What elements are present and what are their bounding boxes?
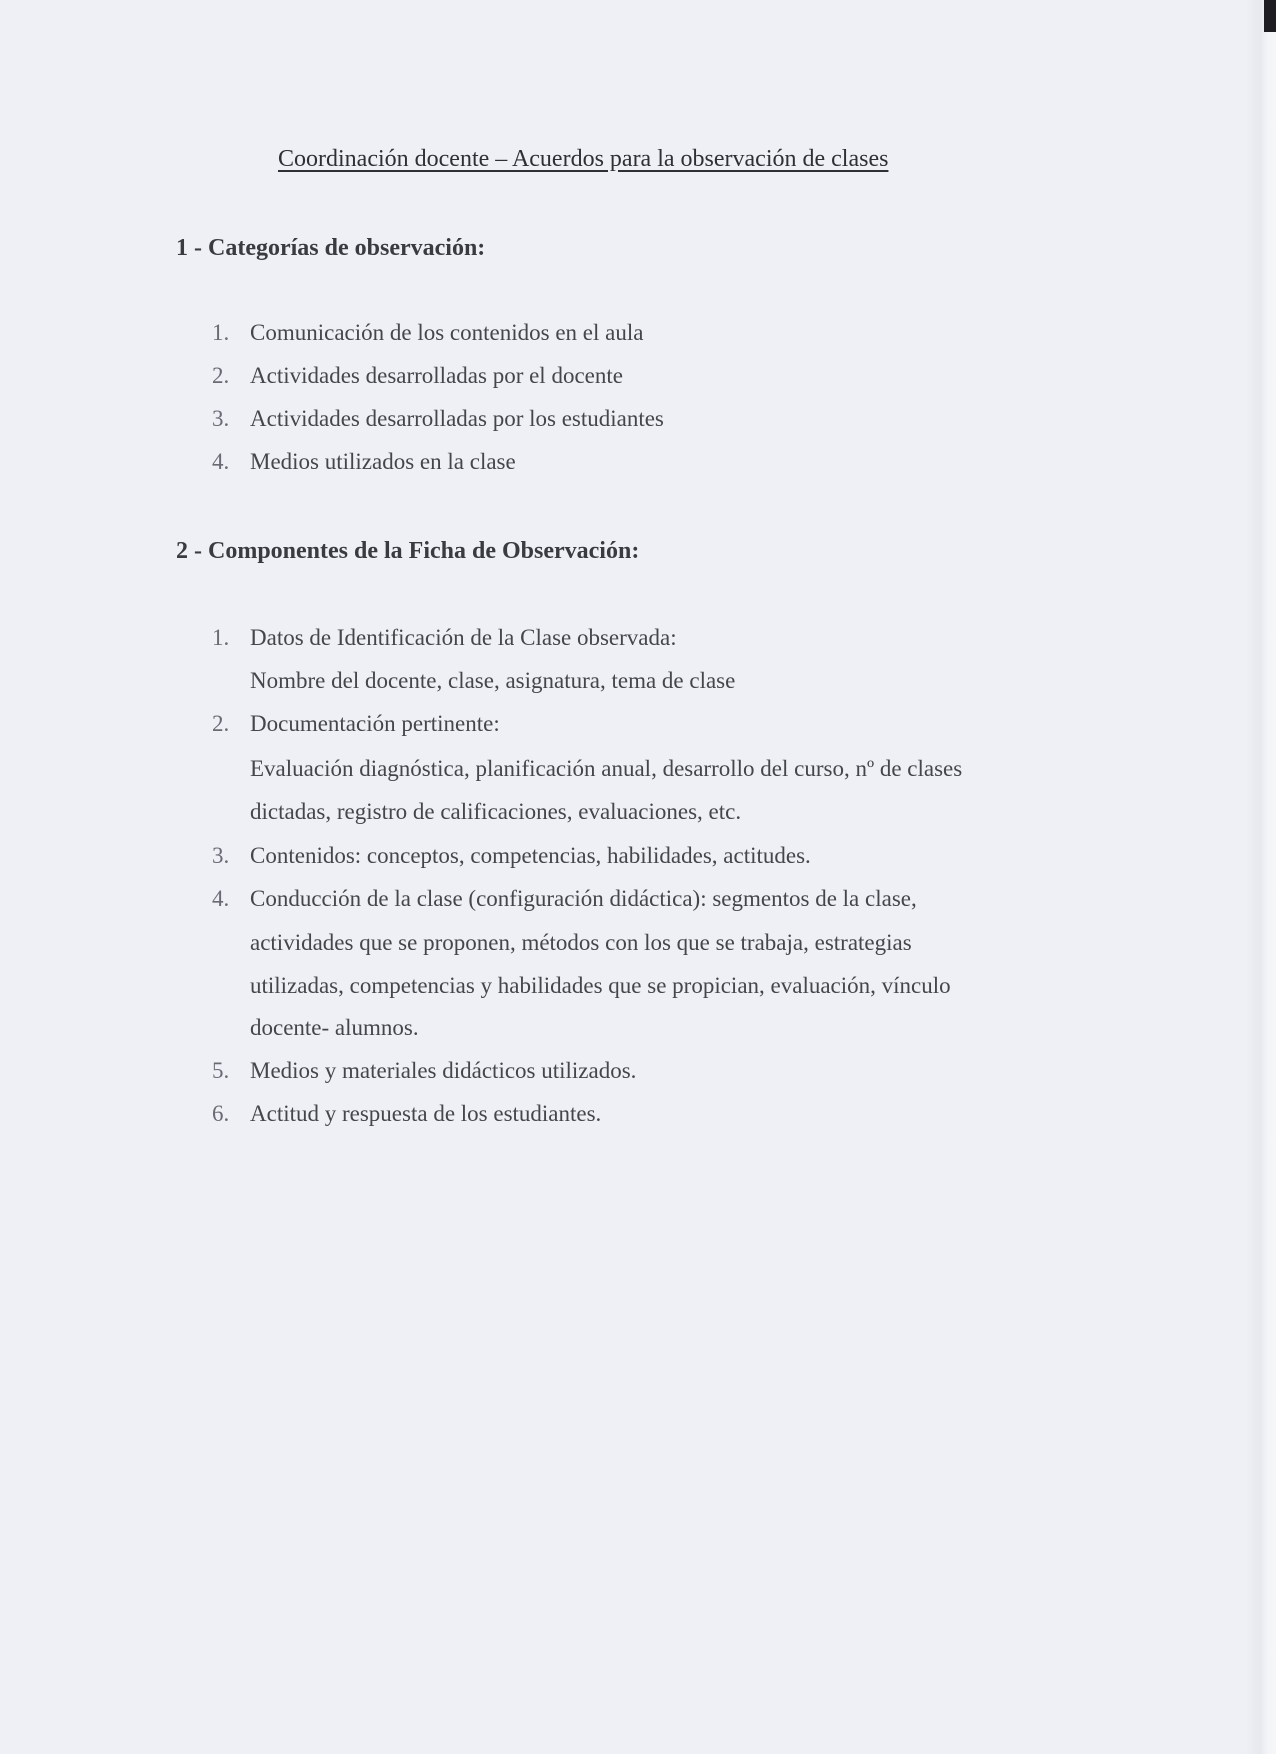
list-number: 6. [212,1101,230,1126]
list-text: Datos de Identificación de la Clase observada: [250,625,677,650]
section-1-heading: 1 - Categorías de observación: [176,235,486,261]
category-item-2 [212,363,623,389]
component-item-2 [212,711,500,737]
category-item-4 [212,449,516,475]
list-number: 2. [212,363,230,388]
list-number: 5. [212,1058,230,1083]
list-text: Medios y materiales didácticos utilizados. [250,1058,637,1083]
list-text: Documentación pertinente: [250,711,500,736]
scan-corner-shadow [1264,0,1276,32]
category-item-1 [212,320,643,346]
category-item-3 [212,406,664,432]
component-item-3 [212,843,811,869]
list-number: 1. [212,320,230,345]
list-number: 4. [212,886,230,911]
list-text: Actitud y respuesta de los estudiantes. [250,1101,602,1126]
component-item-4-line-2: actividades que se proponen, métodos con los que se trabaja, estrategias [250,930,912,955]
list-text: Comunicación de los contenidos en el aula [250,320,644,345]
component-item-2-line-2: Evaluación diagnóstica, planificación anual, desarrollo del curso, nº de clases [250,756,963,781]
list-number: 1. [212,625,230,650]
list-text: Contenidos: conceptos, competencias, habilidades, actitudes. [250,843,811,868]
component-item-4-line-4: docente- alumnos. [250,1015,419,1040]
scan-page-edge [1246,0,1276,1754]
section-2-heading: 2 - Componentes de la Ficha de Observación: [176,538,640,564]
list-text: Actividades desarrolladas por el docente [250,363,623,388]
list-number: 3. [212,406,230,431]
list-number: 2. [212,711,230,736]
component-item-6 [212,1101,601,1127]
list-number: 4. [212,449,230,474]
component-item-2-line-3: dictadas, registro de calificaciones, evaluaciones, etc. [250,799,742,824]
component-item-1-line-2: Nombre del docente, clase, asignatura, tema de clase [250,668,736,693]
component-item-4 [212,886,917,912]
component-item-5 [212,1058,636,1084]
list-text: Conducción de la clase (configuración didáctica): segmentos de la clase, [250,886,917,911]
list-number: 3. [212,843,230,868]
list-text: Medios utilizados en la clase [250,449,516,474]
component-item-1 [212,625,677,651]
list-text: Actividades desarrolladas por los estudiantes [250,406,664,431]
document-title: Coordinación docente – Acuerdos para la observación de clases [278,146,889,172]
component-item-4-line-3: utilizadas, competencias y habilidades que se propician, evaluación, vínculo [250,973,951,998]
